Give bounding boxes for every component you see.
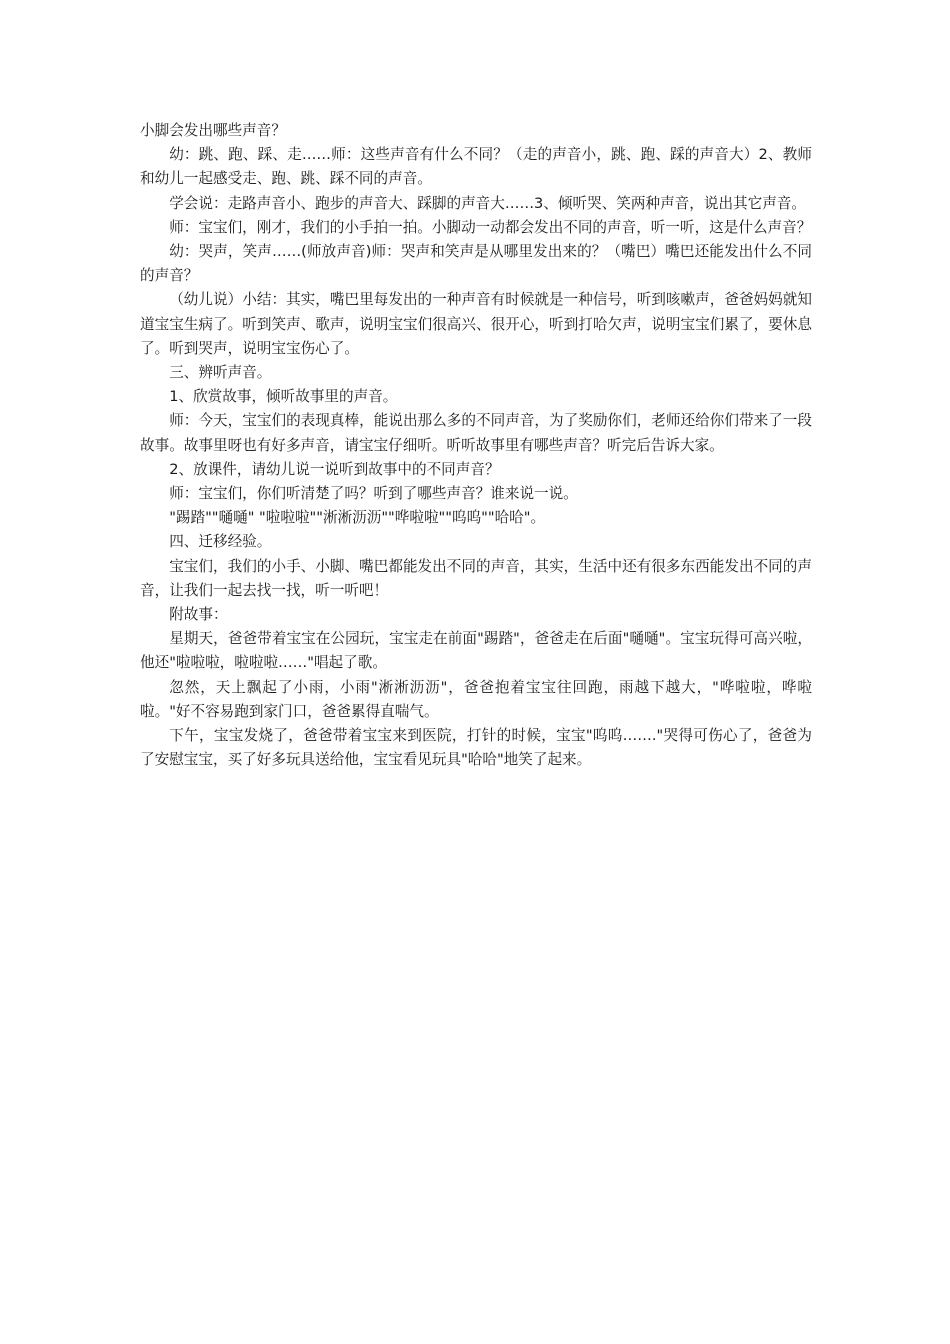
paragraph: 师：宝宝们，刚才，我们的小手拍一拍。小脚动一动都会发出不同的声音，听一听，这是什么声音？ xyxy=(169,218,812,236)
paragraph: （幼儿说）小结：其实，嘴巴里每发出的一种声音有时候就是一种信号，听到咳嗽声，爸爸妈妈就知道宝宝生病了。听到笑声、歌声，说明宝宝们很高兴、很开心，听到打哈欠声，说明宝宝们累了，要休息了。听到哭声，说明宝宝伤心了。 xyxy=(140,291,812,357)
paragraph: 师：宝宝们，你们听清楚了吗？听到了哪些声音？谁来说一说。 xyxy=(169,485,578,503)
paragraph: 下午，宝宝发烧了，爸爸带着宝宝来到医院，打针的时候，宝宝"呜呜……."哭得可伤心了，爸爸为了安慰宝宝，买了好多玩具送给他，宝宝看见玩具"哈哈"地笑了起来。 xyxy=(140,727,812,769)
paragraph: 师：今天，宝宝们的表现真棒，能说出那么多的不同声音，为了奖励你们，老师还给你们带来了一段故事。故事里呀也有好多声音，请宝宝仔细听。听听故事里有哪些声音？听完后告诉大家。 xyxy=(140,412,812,454)
paragraph: 2、放课件，请幼儿说一说听到故事中的不同声音？ xyxy=(169,460,500,478)
paragraph: 小脚会发出哪些声音？ xyxy=(140,122,286,139)
paragraph: 忽然，天上飘起了小雨，小雨"淅淅沥沥"，爸爸抱着宝宝往回跑，雨越下越大，"哗啦啦，哗啦啦。"好不容易跑到家门口，爸爸累得直喘气。 xyxy=(140,678,812,720)
paragraph: "踢踏""嗵嗵" "啦啦啦""淅淅沥沥""哗啦啦""呜呜""哈哈"。 xyxy=(169,509,546,527)
paragraph: 星期天，爸爸带着宝宝在公园玩，宝宝走在前面"踢踏"，爸爸走在后面"嗵嗵"。宝宝玩得可高兴啦，他还"啦啦啦，啦啦啦……"唱起了歌。 xyxy=(140,630,812,672)
section-heading: 四、迁移经验。 xyxy=(169,533,272,551)
paragraph: 1、欣赏故事，倾听故事里的声音。 xyxy=(169,388,398,406)
paragraph: 宝宝们，我们的小手、小脚、嘴巴都能发出不同的声音，其实，生活中还有很多东西能发出不同的声音，让我们一起去找一找，听一听吧！ xyxy=(140,557,812,599)
paragraph: 学会说：走路声音小、跑步的声音大、踩脚的声音大……3、倾听哭、笑两种声音，说出其它声音。 xyxy=(169,194,807,212)
section-heading: 三、辨听声音。 xyxy=(169,364,272,382)
paragraph: 附故事： xyxy=(169,606,228,624)
paragraph: 幼：跳、跑、踩、走……师：这些声音有什么不同？（走的声音小，跳、跑、踩的声音大）2、教师和幼儿一起感受走、跑、跳、踩不同的声音。 xyxy=(140,146,812,188)
document-body xyxy=(140,119,812,772)
paragraph: 幼：哭声，笑声……(师放声音)师：哭声和笑声是从哪里发出来的？（嘴巴）嘴巴还能发出什么不同的声音？ xyxy=(140,243,812,285)
